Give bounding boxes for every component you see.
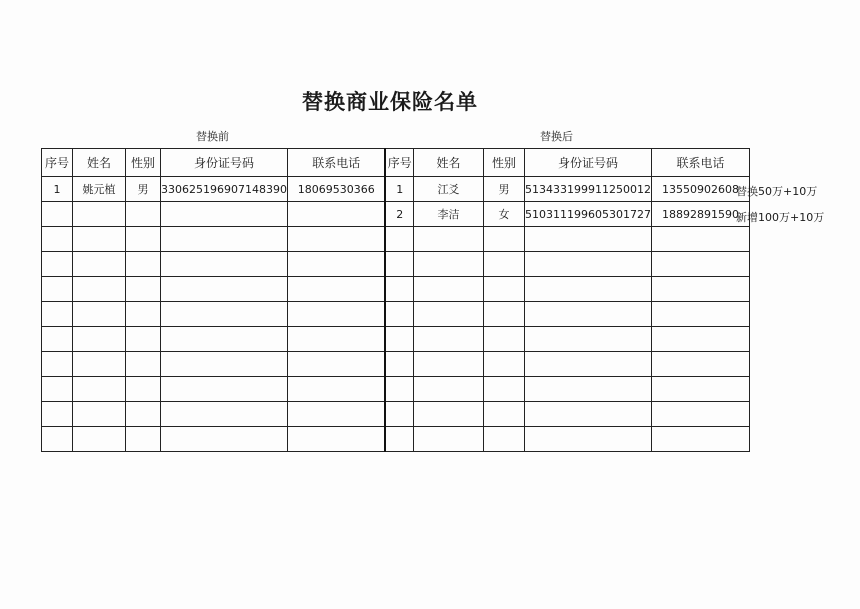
empty-cell bbox=[385, 377, 413, 402]
empty-cell bbox=[524, 402, 651, 427]
empty-cell bbox=[413, 277, 483, 302]
table-cell: 513433199911250012 bbox=[524, 177, 651, 202]
empty-cell bbox=[126, 377, 161, 402]
header-cell: 序号 bbox=[42, 149, 73, 177]
empty-cell bbox=[42, 277, 73, 302]
empty-cell bbox=[73, 227, 126, 252]
empty-cell bbox=[385, 227, 413, 252]
table-cell bbox=[126, 202, 161, 227]
empty-cell bbox=[651, 227, 749, 252]
empty-cell bbox=[651, 402, 749, 427]
empty-cell bbox=[385, 352, 413, 377]
empty-cell bbox=[483, 252, 524, 277]
empty-cell bbox=[287, 352, 385, 377]
empty-cell bbox=[73, 427, 126, 452]
empty-cell bbox=[73, 402, 126, 427]
empty-cell bbox=[483, 327, 524, 352]
table-cell: 江爻 bbox=[413, 177, 483, 202]
empty-cell bbox=[385, 277, 413, 302]
empty-cell bbox=[126, 352, 161, 377]
table-cell: 2 bbox=[385, 202, 413, 227]
table-cell bbox=[161, 202, 288, 227]
empty-cell bbox=[161, 352, 288, 377]
empty-cell bbox=[524, 352, 651, 377]
empty-cell bbox=[483, 227, 524, 252]
empty-cell bbox=[126, 427, 161, 452]
empty-cell bbox=[413, 252, 483, 277]
empty-cell bbox=[651, 352, 749, 377]
empty-cell bbox=[126, 277, 161, 302]
empty-cell bbox=[161, 227, 288, 252]
table-cell bbox=[73, 202, 126, 227]
empty-cell bbox=[287, 277, 385, 302]
empty-cell bbox=[73, 277, 126, 302]
table-cell: 510311199605301727 bbox=[524, 202, 651, 227]
empty-cell bbox=[42, 327, 73, 352]
empty-cell bbox=[483, 402, 524, 427]
table-cell bbox=[287, 202, 385, 227]
empty-cell bbox=[126, 227, 161, 252]
row-note: 替换50万+10万 bbox=[736, 185, 818, 198]
table-cell bbox=[42, 202, 73, 227]
table-cell: 330625196907148390 bbox=[161, 177, 288, 202]
empty-cell bbox=[287, 252, 385, 277]
empty-table-row bbox=[42, 302, 750, 327]
header-cell: 联系电话 bbox=[287, 149, 385, 177]
empty-cell bbox=[524, 427, 651, 452]
empty-cell bbox=[287, 377, 385, 402]
empty-table-row bbox=[42, 377, 750, 402]
empty-cell bbox=[42, 227, 73, 252]
empty-cell bbox=[161, 302, 288, 327]
empty-cell bbox=[126, 327, 161, 352]
empty-cell bbox=[161, 327, 288, 352]
table-header-row bbox=[42, 149, 750, 177]
header-cell: 姓名 bbox=[413, 149, 483, 177]
empty-table-row bbox=[42, 277, 750, 302]
empty-table-row bbox=[42, 227, 750, 252]
empty-cell bbox=[413, 352, 483, 377]
page-title: 替换商业保险名单 bbox=[302, 90, 478, 114]
empty-cell bbox=[413, 227, 483, 252]
empty-cell bbox=[42, 427, 73, 452]
table-cell: 女 bbox=[483, 202, 524, 227]
header-cell: 性别 bbox=[483, 149, 524, 177]
empty-cell bbox=[287, 302, 385, 327]
group-label-after: 替换后 bbox=[540, 130, 573, 143]
empty-cell bbox=[651, 252, 749, 277]
header-cell: 身份证号码 bbox=[161, 149, 288, 177]
empty-cell bbox=[483, 427, 524, 452]
empty-cell bbox=[524, 302, 651, 327]
empty-cell bbox=[483, 277, 524, 302]
empty-cell bbox=[524, 277, 651, 302]
group-label-before: 替换前 bbox=[196, 130, 229, 143]
empty-cell bbox=[287, 402, 385, 427]
empty-cell bbox=[42, 302, 73, 327]
header-cell: 序号 bbox=[385, 149, 413, 177]
empty-cell bbox=[42, 352, 73, 377]
empty-cell bbox=[385, 302, 413, 327]
table-cell: 李洁 bbox=[413, 202, 483, 227]
empty-cell bbox=[42, 252, 73, 277]
empty-cell bbox=[73, 327, 126, 352]
empty-cell bbox=[126, 402, 161, 427]
empty-cell bbox=[413, 302, 483, 327]
empty-cell bbox=[385, 402, 413, 427]
empty-cell bbox=[413, 377, 483, 402]
empty-cell bbox=[161, 377, 288, 402]
header-cell: 联系电话 bbox=[651, 149, 749, 177]
empty-cell bbox=[413, 427, 483, 452]
empty-cell bbox=[161, 402, 288, 427]
empty-cell bbox=[126, 252, 161, 277]
empty-cell bbox=[287, 227, 385, 252]
table-cell: 男 bbox=[483, 177, 524, 202]
empty-cell bbox=[161, 427, 288, 452]
empty-cell bbox=[524, 227, 651, 252]
empty-rows bbox=[42, 227, 750, 452]
table-row bbox=[42, 177, 750, 202]
empty-cell bbox=[524, 327, 651, 352]
header-cell: 身份证号码 bbox=[524, 149, 651, 177]
empty-cell bbox=[483, 302, 524, 327]
empty-cell bbox=[651, 327, 749, 352]
empty-cell bbox=[287, 427, 385, 452]
empty-table-row bbox=[42, 402, 750, 427]
empty-cell bbox=[483, 352, 524, 377]
table-cell: 1 bbox=[42, 177, 73, 202]
empty-cell bbox=[73, 302, 126, 327]
empty-table-row bbox=[42, 327, 750, 352]
empty-cell bbox=[126, 302, 161, 327]
insurance-roster-table bbox=[41, 148, 750, 452]
empty-cell bbox=[651, 377, 749, 402]
empty-cell bbox=[161, 252, 288, 277]
table-cell: 姚元植 bbox=[73, 177, 126, 202]
empty-cell bbox=[651, 277, 749, 302]
table-cell: 男 bbox=[126, 177, 161, 202]
table-cell: 13550902608 bbox=[651, 177, 749, 202]
header-cell: 姓名 bbox=[73, 149, 126, 177]
empty-table-row bbox=[42, 427, 750, 452]
empty-cell bbox=[73, 352, 126, 377]
empty-cell bbox=[413, 327, 483, 352]
empty-cell bbox=[524, 252, 651, 277]
empty-cell bbox=[161, 277, 288, 302]
table-cell: 18892891590 bbox=[651, 202, 749, 227]
empty-cell bbox=[287, 327, 385, 352]
empty-cell bbox=[42, 402, 73, 427]
empty-cell bbox=[385, 252, 413, 277]
table-row bbox=[42, 202, 750, 227]
empty-cell bbox=[73, 252, 126, 277]
empty-cell bbox=[42, 377, 73, 402]
empty-cell bbox=[651, 302, 749, 327]
empty-cell bbox=[385, 427, 413, 452]
empty-table-row bbox=[42, 252, 750, 277]
empty-table-row bbox=[42, 352, 750, 377]
empty-cell bbox=[651, 427, 749, 452]
empty-cell bbox=[524, 377, 651, 402]
table-cell: 18069530366 bbox=[287, 177, 385, 202]
empty-cell bbox=[73, 377, 126, 402]
header-cell: 性别 bbox=[126, 149, 161, 177]
empty-cell bbox=[413, 402, 483, 427]
empty-cell bbox=[385, 327, 413, 352]
table-cell: 1 bbox=[385, 177, 413, 202]
row-note: 新增100万+10万 bbox=[736, 211, 825, 224]
empty-cell bbox=[483, 377, 524, 402]
